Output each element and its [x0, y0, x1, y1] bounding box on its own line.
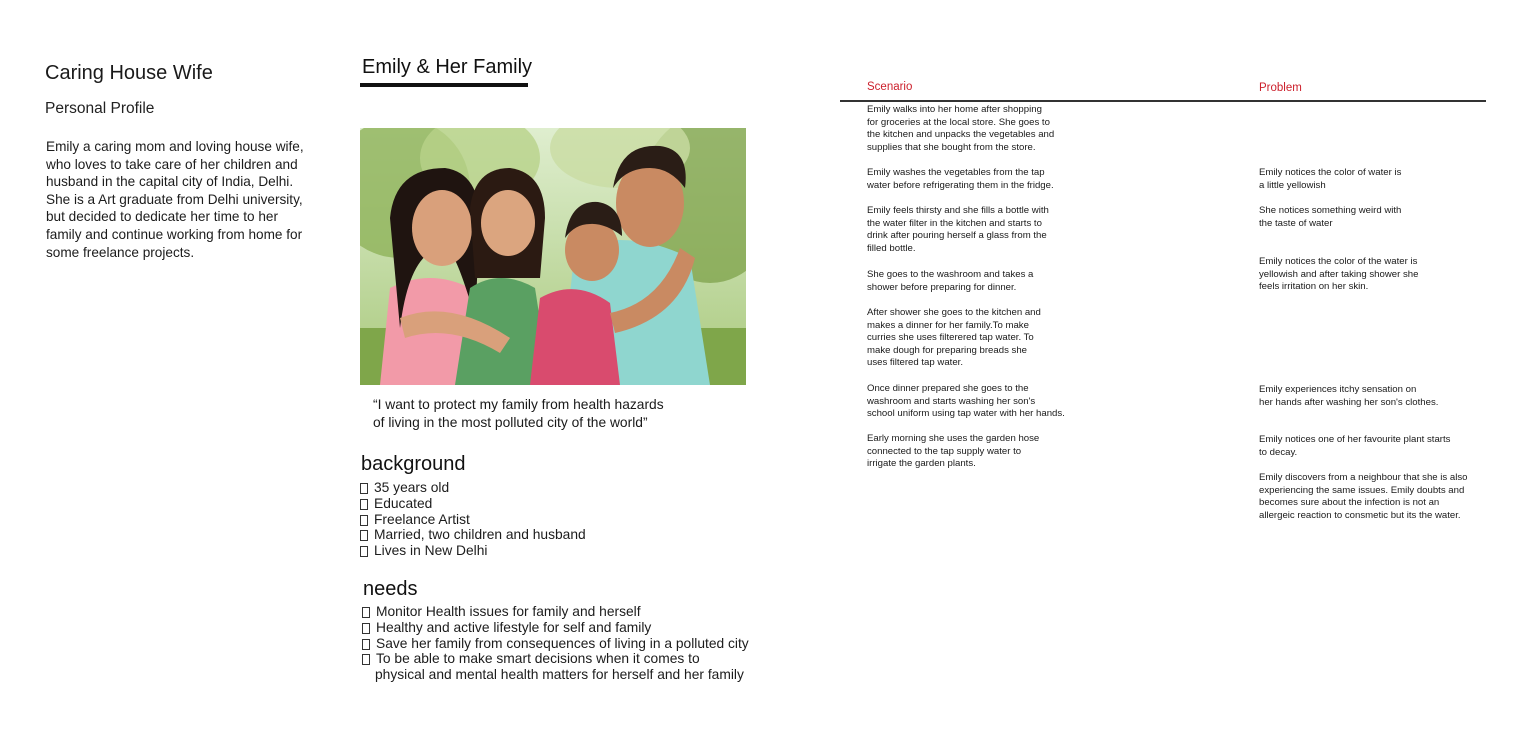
scenario-cell-line: Emily walks into her home after shopping — [867, 104, 1042, 115]
problem-cell-line: yellowish and after taking shower she — [1259, 268, 1419, 280]
problem-cell — [1259, 167, 1401, 192]
bio-line: family and continue working from home for — [46, 226, 303, 242]
problem-cell-line: Emily notices the color of water is — [1259, 167, 1402, 178]
checkbox-icon — [360, 546, 368, 557]
background-item — [360, 527, 586, 543]
bio-line: but decided to dedicate her time to her — [46, 209, 278, 225]
quote-line: of living in the most polluted city of the world” — [373, 414, 648, 430]
problem-cell — [1259, 472, 1468, 522]
profile-subtitle: Personal Profile — [45, 100, 155, 117]
problem-cell — [1259, 256, 1418, 294]
problem-cell-line: the taste of water — [1259, 217, 1333, 229]
scenario-cell-line: Emily feels thirsty and she fills a bottle with — [867, 205, 1049, 216]
needs-item-label: To be able to make smart decisions when it comes to — [376, 651, 700, 667]
scenario-cell-line: Early morning she uses the garden hose — [867, 433, 1040, 444]
scenario-cell-line: drink after pouring herself a glass from the — [867, 230, 1047, 242]
quote-line: “I want to protect my family from health hazards — [373, 397, 664, 412]
scenario-cell-line: supplies that she bought from the store. — [867, 141, 1036, 153]
problem-cell — [1259, 434, 1450, 459]
needs-item — [362, 620, 749, 636]
scenario-cell-line: the water filter in the kitchen and starts to — [867, 217, 1042, 229]
background-heading: background — [361, 453, 466, 475]
problem-cell-line: becomes sure about the infection is not an — [1259, 497, 1440, 509]
problem-cell-line: Emily experiences itchy sensation on — [1259, 384, 1417, 395]
background-item-label: Freelance Artist — [374, 511, 470, 527]
scenario-cell-line: school uniform using tap water with her hands. — [867, 408, 1065, 420]
scenario-cell — [867, 269, 1033, 294]
problem-cell-line: Emily notices the color of the water is — [1259, 256, 1418, 267]
scenario-cell — [867, 383, 1065, 421]
problem-cell-line: She notices something weird with — [1259, 205, 1402, 216]
needs-item-continuation: physical and mental health matters for herself and her family — [375, 667, 744, 683]
family-photo — [360, 128, 746, 385]
scenario-cell-line: shower before preparing for dinner. — [867, 281, 1017, 293]
family-heading: Emily & Her Family — [362, 56, 533, 78]
checkbox-icon — [360, 530, 368, 541]
problem-cell-line: feels irritation on her skin. — [1259, 281, 1369, 293]
scenario-cell-line: uses filtered tap water. — [867, 357, 963, 369]
needs-heading: needs — [363, 578, 418, 600]
scenario-cell-line: curries she uses filterered tap water. To — [867, 332, 1034, 344]
background-item — [360, 496, 586, 512]
checkbox-icon — [362, 654, 370, 665]
scenario-cell — [867, 433, 1039, 471]
checkbox-icon — [362, 623, 370, 634]
scenario-column-header: Scenario — [867, 81, 913, 93]
background-item — [360, 480, 586, 496]
scenario-cell-line: She goes to the washroom and takes a — [867, 269, 1034, 280]
bio-line: some freelance projects. — [46, 244, 195, 260]
problem-cell-line: Emily discovers from a neighbour that she is also — [1259, 472, 1468, 483]
family-quote — [373, 396, 664, 431]
scenario-cell-line: connected to the tap supply water to — [867, 445, 1022, 457]
family-photo-illustration — [360, 128, 746, 385]
problem-cell-line: Emily notices one of her favourite plant starts — [1259, 434, 1451, 445]
profile-title: Caring House Wife — [45, 62, 213, 84]
scenario-cell — [867, 205, 1049, 255]
bio-line: Emily a caring mom and loving house wife, — [46, 139, 304, 154]
table-header-rule — [840, 100, 1486, 102]
needs-item-label: Healthy and active lifestyle for self and family — [376, 619, 652, 635]
background-item — [360, 512, 586, 528]
bio-line: husband in the capital city of India, Delhi. — [46, 174, 294, 190]
scenario-cell-line: Emily washes the vegetables from the tap — [867, 167, 1045, 178]
scenario-cell-line: Once dinner prepared she goes to the — [867, 383, 1029, 394]
bio-line: who loves to take care of her children and — [46, 156, 298, 172]
scenario-cell — [867, 104, 1054, 154]
scenario-cell-line: washroom and starts washing her son's — [867, 395, 1036, 407]
problem-cell — [1259, 384, 1438, 409]
background-item-label: 35 years old — [374, 480, 450, 495]
profile-bio — [46, 138, 331, 261]
problem-cell-line: experiencing the same issues. Emily doubts and — [1259, 484, 1465, 496]
problem-cell-line: a little yellowish — [1259, 179, 1326, 191]
checkbox-icon — [360, 515, 368, 526]
background-item-label: Lives in New Delhi — [374, 543, 488, 559]
checkbox-icon — [360, 499, 368, 510]
bio-line: She is a Art graduate from Delhi university, — [46, 191, 303, 207]
needs-item — [362, 636, 749, 652]
scenario-cell-line: makes a dinner for her family.To make — [867, 319, 1029, 331]
problem-column-header: Problem — [1259, 82, 1302, 94]
problem-cell-line: to decay. — [1259, 446, 1298, 458]
needs-item-label: Save her family from consequences of living in a polluted city — [376, 635, 749, 651]
problem-cell — [1259, 205, 1401, 230]
background-list — [360, 480, 586, 559]
checkbox-icon — [362, 607, 370, 618]
background-item-label: Married, two children and husband — [374, 527, 586, 543]
needs-item — [362, 651, 749, 667]
checkbox-icon — [360, 483, 368, 494]
needs-list — [362, 604, 749, 683]
scenario-cell-line: water before refrigerating them in the fridge. — [867, 179, 1054, 191]
scenario-cell-line: After shower she goes to the kitchen and — [867, 307, 1041, 318]
problem-cell-line: allergeic reaction to consmetic but its the water. — [1259, 509, 1461, 521]
scenario-cell-line: the kitchen and unpacks the vegetables and — [867, 129, 1055, 141]
scenario-cell — [867, 307, 1041, 370]
checkbox-icon — [362, 639, 370, 650]
scenario-cell — [867, 167, 1054, 192]
scenario-cell-line: for groceries at the local store. She goes to — [867, 116, 1050, 128]
background-item-label: Educated — [374, 495, 433, 511]
scenario-cell-line: make dough for preparing breads she — [867, 344, 1027, 356]
needs-item-label: Monitor Health issues for family and herself — [376, 604, 641, 619]
scenario-cell-line: irrigate the garden plants. — [867, 458, 976, 470]
problem-cell-line: her hands after washing her son's clothes. — [1259, 396, 1439, 408]
background-item — [360, 543, 586, 559]
scenario-cell-line: filled bottle. — [867, 242, 916, 254]
heading-underline — [360, 83, 528, 87]
needs-item — [362, 604, 749, 620]
